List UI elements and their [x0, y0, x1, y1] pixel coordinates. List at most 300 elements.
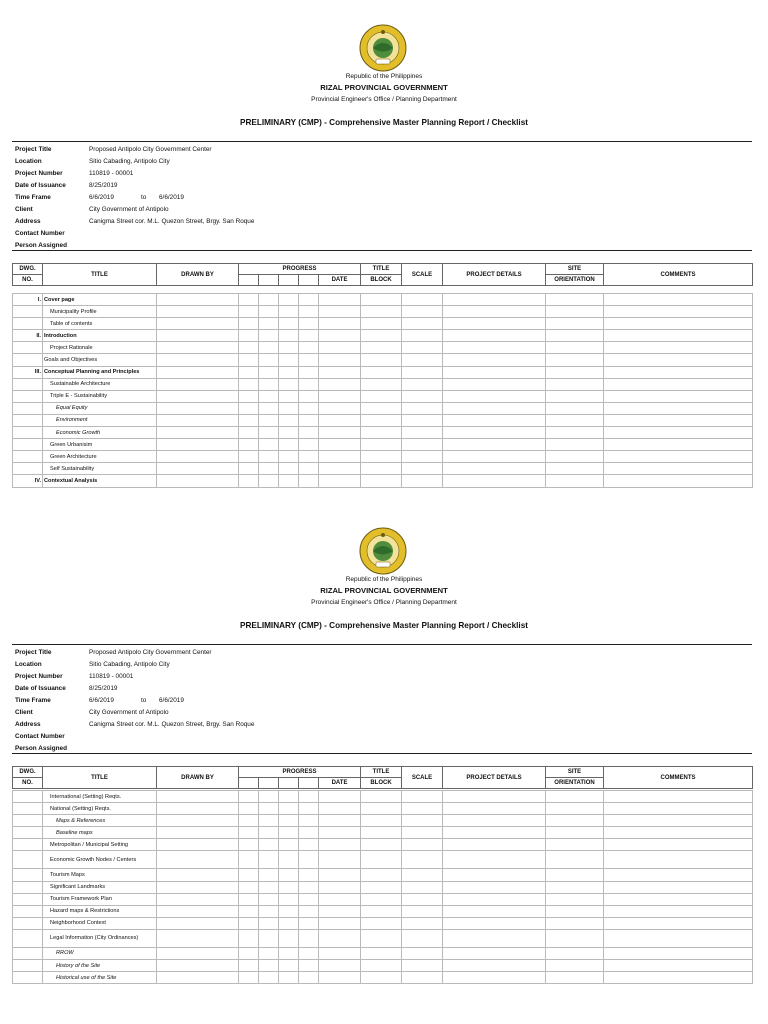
title-cell[interactable]: Green Architecture	[43, 451, 157, 463]
entry-cell[interactable]	[443, 451, 546, 463]
entry-cell[interactable]	[402, 330, 443, 342]
entry-cell[interactable]	[299, 917, 319, 929]
entry-cell[interactable]	[239, 427, 259, 439]
entry-cell[interactable]	[299, 815, 319, 827]
entry-cell[interactable]	[546, 947, 604, 959]
entry-cell[interactable]	[361, 390, 402, 402]
entry-cell[interactable]	[279, 402, 299, 414]
title-cell[interactable]: Municipality Profile	[43, 306, 157, 318]
entry-cell[interactable]	[361, 869, 402, 881]
entry-cell[interactable]	[546, 306, 604, 318]
entry-cell[interactable]	[604, 366, 753, 378]
entry-cell[interactable]	[319, 427, 361, 439]
entry-cell[interactable]	[402, 414, 443, 426]
entry-cell[interactable]	[299, 378, 319, 390]
entry-cell[interactable]	[279, 972, 299, 984]
entry-cell[interactable]	[604, 354, 753, 366]
entry-cell[interactable]	[157, 390, 239, 402]
dwg-number-cell[interactable]	[13, 929, 43, 947]
entry-cell[interactable]	[319, 947, 361, 959]
entry-cell[interactable]	[279, 815, 299, 827]
entry-cell[interactable]	[299, 972, 319, 984]
entry-cell[interactable]	[604, 869, 753, 881]
dwg-number-cell[interactable]	[13, 463, 43, 475]
entry-cell[interactable]	[546, 427, 604, 439]
entry-cell[interactable]	[299, 803, 319, 815]
entry-cell[interactable]	[604, 330, 753, 342]
entry-cell[interactable]	[279, 791, 299, 803]
dwg-number-cell[interactable]	[13, 815, 43, 827]
entry-cell[interactable]	[546, 803, 604, 815]
entry-cell[interactable]	[239, 815, 259, 827]
entry-cell[interactable]	[319, 960, 361, 972]
entry-cell[interactable]	[259, 815, 279, 827]
title-cell[interactable]: Triple E - Sustainability	[43, 390, 157, 402]
entry-cell[interactable]	[259, 366, 279, 378]
entry-cell[interactable]	[604, 451, 753, 463]
entry-cell[interactable]	[443, 791, 546, 803]
entry-cell[interactable]	[402, 791, 443, 803]
entry-cell[interactable]	[299, 463, 319, 475]
entry-cell[interactable]	[299, 475, 319, 487]
entry-cell[interactable]	[319, 791, 361, 803]
entry-cell[interactable]	[157, 366, 239, 378]
title-cell[interactable]: Maps & References	[43, 815, 157, 827]
entry-cell[interactable]	[604, 815, 753, 827]
entry-cell[interactable]	[402, 917, 443, 929]
entry-cell[interactable]	[546, 881, 604, 893]
entry-cell[interactable]	[361, 439, 402, 451]
entry-cell[interactable]	[157, 803, 239, 815]
entry-cell[interactable]	[546, 390, 604, 402]
entry-cell[interactable]	[319, 827, 361, 839]
entry-cell[interactable]	[157, 451, 239, 463]
entry-cell[interactable]	[157, 294, 239, 306]
entry-cell[interactable]	[604, 960, 753, 972]
entry-cell[interactable]	[546, 905, 604, 917]
entry-cell[interactable]	[546, 439, 604, 451]
entry-cell[interactable]	[604, 306, 753, 318]
entry-cell[interactable]	[604, 318, 753, 330]
dwg-number-cell[interactable]	[13, 451, 43, 463]
entry-cell[interactable]	[361, 839, 402, 851]
entry-cell[interactable]	[299, 342, 319, 354]
entry-cell[interactable]	[299, 960, 319, 972]
entry-cell[interactable]	[259, 318, 279, 330]
entry-cell[interactable]	[443, 851, 546, 869]
entry-cell[interactable]	[239, 402, 259, 414]
entry-cell[interactable]	[299, 390, 319, 402]
title-cell[interactable]: Economic Growth	[43, 427, 157, 439]
entry-cell[interactable]	[443, 827, 546, 839]
entry-cell[interactable]	[157, 917, 239, 929]
entry-cell[interactable]	[279, 839, 299, 851]
entry-cell[interactable]	[239, 881, 259, 893]
entry-cell[interactable]	[259, 306, 279, 318]
entry-cell[interactable]	[443, 378, 546, 390]
entry-cell[interactable]	[319, 881, 361, 893]
entry-cell[interactable]	[546, 869, 604, 881]
entry-cell[interactable]	[402, 342, 443, 354]
dwg-number-cell[interactable]	[13, 917, 43, 929]
entry-cell[interactable]	[279, 917, 299, 929]
entry-cell[interactable]	[361, 929, 402, 947]
entry-cell[interactable]	[259, 390, 279, 402]
entry-cell[interactable]	[546, 414, 604, 426]
entry-cell[interactable]	[402, 972, 443, 984]
entry-cell[interactable]	[259, 330, 279, 342]
entry-cell[interactable]	[299, 893, 319, 905]
entry-cell[interactable]	[443, 366, 546, 378]
entry-cell[interactable]	[259, 414, 279, 426]
title-cell[interactable]: Green Urbanisim	[43, 439, 157, 451]
entry-cell[interactable]	[546, 791, 604, 803]
entry-cell[interactable]	[157, 342, 239, 354]
dwg-number-cell[interactable]: I.	[13, 294, 43, 306]
title-cell[interactable]: Legal Information (City Ordinances)	[43, 929, 157, 947]
entry-cell[interactable]	[299, 929, 319, 947]
dwg-number-cell[interactable]	[13, 960, 43, 972]
entry-cell[interactable]	[319, 330, 361, 342]
entry-cell[interactable]	[259, 463, 279, 475]
entry-cell[interactable]	[604, 893, 753, 905]
entry-cell[interactable]	[604, 839, 753, 851]
entry-cell[interactable]	[259, 905, 279, 917]
entry-cell[interactable]	[546, 294, 604, 306]
entry-cell[interactable]	[157, 791, 239, 803]
entry-cell[interactable]	[259, 851, 279, 869]
entry-cell[interactable]	[604, 881, 753, 893]
entry-cell[interactable]	[299, 791, 319, 803]
entry-cell[interactable]	[279, 827, 299, 839]
entry-cell[interactable]	[443, 463, 546, 475]
entry-cell[interactable]	[279, 378, 299, 390]
entry-cell[interactable]	[604, 791, 753, 803]
entry-cell[interactable]	[259, 475, 279, 487]
entry-cell[interactable]	[299, 354, 319, 366]
entry-cell[interactable]	[239, 414, 259, 426]
title-cell[interactable]: Cover page	[43, 294, 157, 306]
entry-cell[interactable]	[402, 294, 443, 306]
entry-cell[interactable]	[279, 803, 299, 815]
entry-cell[interactable]	[239, 851, 259, 869]
entry-cell[interactable]	[319, 893, 361, 905]
dwg-number-cell[interactable]	[13, 342, 43, 354]
dwg-number-cell[interactable]	[13, 306, 43, 318]
entry-cell[interactable]	[239, 905, 259, 917]
entry-cell[interactable]	[157, 972, 239, 984]
entry-cell[interactable]	[361, 827, 402, 839]
entry-cell[interactable]	[259, 402, 279, 414]
entry-cell[interactable]	[402, 463, 443, 475]
entry-cell[interactable]	[546, 917, 604, 929]
dwg-number-cell[interactable]	[13, 893, 43, 905]
entry-cell[interactable]	[157, 815, 239, 827]
entry-cell[interactable]	[319, 451, 361, 463]
entry-cell[interactable]	[299, 451, 319, 463]
entry-cell[interactable]	[443, 917, 546, 929]
entry-cell[interactable]	[299, 881, 319, 893]
entry-cell[interactable]	[546, 330, 604, 342]
title-cell[interactable]: RROW	[43, 947, 157, 959]
entry-cell[interactable]	[443, 947, 546, 959]
entry-cell[interactable]	[299, 851, 319, 869]
entry-cell[interactable]	[443, 294, 546, 306]
entry-cell[interactable]	[279, 330, 299, 342]
entry-cell[interactable]	[604, 947, 753, 959]
title-cell[interactable]: International (Setting) Reqts.	[43, 791, 157, 803]
entry-cell[interactable]	[279, 851, 299, 869]
entry-cell[interactable]	[319, 402, 361, 414]
entry-cell[interactable]	[157, 427, 239, 439]
entry-cell[interactable]	[299, 947, 319, 959]
dwg-number-cell[interactable]	[13, 869, 43, 881]
entry-cell[interactable]	[443, 306, 546, 318]
entry-cell[interactable]	[239, 439, 259, 451]
entry-cell[interactable]	[279, 342, 299, 354]
entry-cell[interactable]	[259, 791, 279, 803]
entry-cell[interactable]	[279, 905, 299, 917]
title-cell[interactable]: Equal Equity	[43, 402, 157, 414]
entry-cell[interactable]	[443, 803, 546, 815]
dwg-number-cell[interactable]	[13, 839, 43, 851]
entry-cell[interactable]	[157, 839, 239, 851]
entry-cell[interactable]	[402, 451, 443, 463]
entry-cell[interactable]	[319, 378, 361, 390]
entry-cell[interactable]	[402, 947, 443, 959]
entry-cell[interactable]	[299, 839, 319, 851]
entry-cell[interactable]	[239, 869, 259, 881]
entry-cell[interactable]	[239, 893, 259, 905]
title-cell[interactable]: National (Setting) Reqts.	[43, 803, 157, 815]
entry-cell[interactable]	[319, 917, 361, 929]
entry-cell[interactable]	[259, 427, 279, 439]
entry-cell[interactable]	[299, 306, 319, 318]
entry-cell[interactable]	[259, 378, 279, 390]
entry-cell[interactable]	[279, 869, 299, 881]
entry-cell[interactable]	[157, 318, 239, 330]
entry-cell[interactable]	[239, 827, 259, 839]
entry-cell[interactable]	[361, 330, 402, 342]
entry-cell[interactable]	[319, 475, 361, 487]
entry-cell[interactable]	[259, 929, 279, 947]
entry-cell[interactable]	[299, 318, 319, 330]
entry-cell[interactable]	[279, 294, 299, 306]
entry-cell[interactable]	[604, 402, 753, 414]
entry-cell[interactable]	[443, 869, 546, 881]
entry-cell[interactable]	[239, 330, 259, 342]
entry-cell[interactable]	[443, 390, 546, 402]
entry-cell[interactable]	[279, 451, 299, 463]
entry-cell[interactable]	[279, 475, 299, 487]
entry-cell[interactable]	[259, 294, 279, 306]
entry-cell[interactable]	[361, 803, 402, 815]
title-cell[interactable]: Contextual Analysis	[43, 475, 157, 487]
entry-cell[interactable]	[299, 905, 319, 917]
entry-cell[interactable]	[402, 803, 443, 815]
entry-cell[interactable]	[402, 827, 443, 839]
entry-cell[interactable]	[319, 366, 361, 378]
entry-cell[interactable]	[239, 960, 259, 972]
entry-cell[interactable]	[546, 972, 604, 984]
entry-cell[interactable]	[239, 463, 259, 475]
entry-cell[interactable]	[604, 414, 753, 426]
entry-cell[interactable]	[546, 378, 604, 390]
entry-cell[interactable]	[361, 947, 402, 959]
entry-cell[interactable]	[604, 803, 753, 815]
entry-cell[interactable]	[279, 960, 299, 972]
entry-cell[interactable]	[299, 827, 319, 839]
dwg-number-cell[interactable]	[13, 354, 43, 366]
entry-cell[interactable]	[319, 463, 361, 475]
entry-cell[interactable]	[299, 869, 319, 881]
entry-cell[interactable]	[604, 342, 753, 354]
entry-cell[interactable]	[604, 827, 753, 839]
entry-cell[interactable]	[157, 947, 239, 959]
entry-cell[interactable]	[239, 342, 259, 354]
title-cell[interactable]: Sustainable Architecture	[43, 378, 157, 390]
entry-cell[interactable]	[259, 803, 279, 815]
entry-cell[interactable]	[259, 972, 279, 984]
entry-cell[interactable]	[299, 294, 319, 306]
entry-cell[interactable]	[361, 917, 402, 929]
title-cell[interactable]: Tourism Maps	[43, 869, 157, 881]
entry-cell[interactable]	[443, 839, 546, 851]
entry-cell[interactable]	[443, 342, 546, 354]
entry-cell[interactable]	[157, 869, 239, 881]
entry-cell[interactable]	[402, 475, 443, 487]
entry-cell[interactable]	[546, 960, 604, 972]
entry-cell[interactable]	[402, 881, 443, 893]
entry-cell[interactable]	[157, 893, 239, 905]
entry-cell[interactable]	[239, 917, 259, 929]
entry-cell[interactable]	[402, 378, 443, 390]
entry-cell[interactable]	[239, 929, 259, 947]
title-cell[interactable]: Neighborhood Context	[43, 917, 157, 929]
entry-cell[interactable]	[157, 306, 239, 318]
title-cell[interactable]: Environment	[43, 414, 157, 426]
dwg-number-cell[interactable]	[13, 791, 43, 803]
entry-cell[interactable]	[546, 354, 604, 366]
entry-cell[interactable]	[402, 869, 443, 881]
entry-cell[interactable]	[299, 439, 319, 451]
entry-cell[interactable]	[279, 414, 299, 426]
entry-cell[interactable]	[279, 427, 299, 439]
entry-cell[interactable]	[443, 929, 546, 947]
entry-cell[interactable]	[259, 947, 279, 959]
title-cell[interactable]: Self Sustainability	[43, 463, 157, 475]
dwg-number-cell[interactable]	[13, 378, 43, 390]
entry-cell[interactable]	[299, 427, 319, 439]
entry-cell[interactable]	[279, 366, 299, 378]
entry-cell[interactable]	[361, 463, 402, 475]
entry-cell[interactable]	[443, 414, 546, 426]
dwg-number-cell[interactable]: IV.	[13, 475, 43, 487]
entry-cell[interactable]	[604, 463, 753, 475]
title-cell[interactable]: History of the Site	[43, 960, 157, 972]
dwg-number-cell[interactable]	[13, 972, 43, 984]
entry-cell[interactable]	[319, 294, 361, 306]
entry-cell[interactable]	[443, 972, 546, 984]
entry-cell[interactable]	[259, 960, 279, 972]
entry-cell[interactable]	[279, 306, 299, 318]
entry-cell[interactable]	[157, 929, 239, 947]
entry-cell[interactable]	[443, 427, 546, 439]
entry-cell[interactable]	[259, 839, 279, 851]
entry-cell[interactable]	[361, 851, 402, 869]
entry-cell[interactable]	[361, 306, 402, 318]
dwg-number-cell[interactable]: II.	[13, 330, 43, 342]
entry-cell[interactable]	[157, 378, 239, 390]
dwg-number-cell[interactable]	[13, 318, 43, 330]
entry-cell[interactable]	[546, 851, 604, 869]
entry-cell[interactable]	[319, 839, 361, 851]
title-cell[interactable]: Significant Landmarks	[43, 881, 157, 893]
entry-cell[interactable]	[319, 929, 361, 947]
entry-cell[interactable]	[604, 378, 753, 390]
entry-cell[interactable]	[239, 366, 259, 378]
entry-cell[interactable]	[157, 402, 239, 414]
entry-cell[interactable]	[239, 839, 259, 851]
entry-cell[interactable]	[299, 414, 319, 426]
dwg-number-cell[interactable]	[13, 402, 43, 414]
entry-cell[interactable]	[319, 972, 361, 984]
entry-cell[interactable]	[279, 929, 299, 947]
entry-cell[interactable]	[402, 960, 443, 972]
entry-cell[interactable]	[259, 342, 279, 354]
entry-cell[interactable]	[402, 929, 443, 947]
entry-cell[interactable]	[299, 366, 319, 378]
entry-cell[interactable]	[259, 881, 279, 893]
entry-cell[interactable]	[239, 947, 259, 959]
entry-cell[interactable]	[361, 972, 402, 984]
entry-cell[interactable]	[279, 390, 299, 402]
entry-cell[interactable]	[239, 390, 259, 402]
entry-cell[interactable]	[157, 881, 239, 893]
entry-cell[interactable]	[546, 827, 604, 839]
entry-cell[interactable]	[402, 905, 443, 917]
entry-cell[interactable]	[361, 414, 402, 426]
entry-cell[interactable]	[604, 929, 753, 947]
title-cell[interactable]: Economic Growth Nodes / Centers	[43, 851, 157, 869]
entry-cell[interactable]	[299, 402, 319, 414]
entry-cell[interactable]	[361, 881, 402, 893]
entry-cell[interactable]	[361, 402, 402, 414]
entry-cell[interactable]	[361, 354, 402, 366]
entry-cell[interactable]	[259, 869, 279, 881]
entry-cell[interactable]	[361, 791, 402, 803]
entry-cell[interactable]	[604, 905, 753, 917]
title-cell[interactable]: Table of contents	[43, 318, 157, 330]
entry-cell[interactable]	[279, 893, 299, 905]
title-cell[interactable]: Introduction	[43, 330, 157, 342]
entry-cell[interactable]	[546, 929, 604, 947]
title-cell[interactable]: Historical use of the Site	[43, 972, 157, 984]
entry-cell[interactable]	[239, 354, 259, 366]
entry-cell[interactable]	[361, 342, 402, 354]
dwg-number-cell[interactable]	[13, 905, 43, 917]
entry-cell[interactable]	[157, 354, 239, 366]
entry-cell[interactable]	[157, 330, 239, 342]
entry-cell[interactable]	[402, 318, 443, 330]
entry-cell[interactable]	[319, 439, 361, 451]
entry-cell[interactable]	[546, 451, 604, 463]
entry-cell[interactable]	[239, 306, 259, 318]
entry-cell[interactable]	[443, 330, 546, 342]
entry-cell[interactable]	[157, 851, 239, 869]
entry-cell[interactable]	[402, 366, 443, 378]
entry-cell[interactable]	[319, 390, 361, 402]
